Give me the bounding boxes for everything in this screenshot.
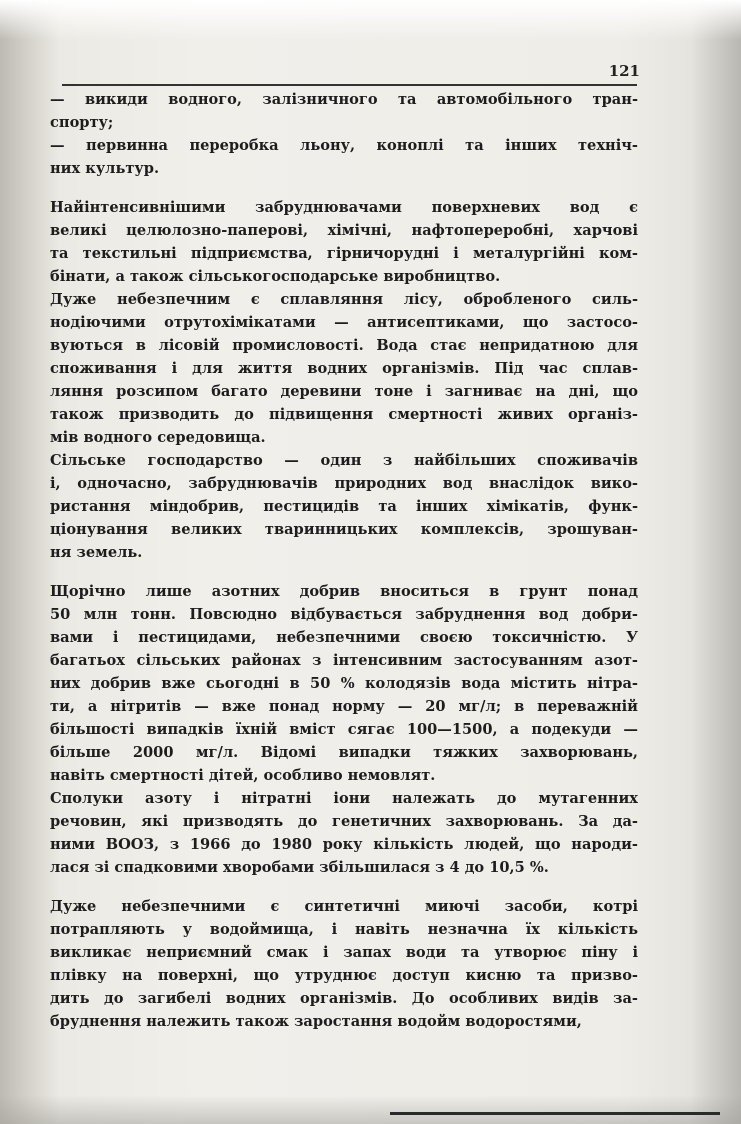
text-line: викликає неприємний смак і запах води та утворює піну і xyxy=(50,944,638,961)
paragraph-gap xyxy=(50,879,638,895)
bottom-rule xyxy=(390,1112,720,1115)
text-line: 50 млн тонн. Повсюдно відбувається забруднення вод добри- xyxy=(50,606,638,623)
paragraph-gap xyxy=(50,564,638,580)
text-line: ристання міндобрив, пестицидів та інших хімікатів, функ- xyxy=(50,498,638,515)
text-line: них культур. xyxy=(50,160,160,177)
text-line: також призводить до підвищення смертності живих організ- xyxy=(50,406,638,423)
text-line: і, одночасно, забруднювачів природних вод внаслідок вико- xyxy=(50,475,638,492)
text-line: них добрив вже сьогодні в 50 % колодязів вода містить нітра- xyxy=(50,675,638,692)
page-top-edge xyxy=(0,0,741,40)
paragraph xyxy=(50,580,638,787)
text-line: бруднення належить також заростання водойм водоростями, xyxy=(50,1013,582,1030)
paragraph xyxy=(50,88,638,134)
text-line: лася зі спадковими хворобами збільшилася з 4 до 10,5 %. xyxy=(50,859,549,876)
paragraph xyxy=(50,895,638,1033)
text-line: Найінтенсивнішими забруднювачами поверхневих вод є xyxy=(50,199,638,216)
paragraph xyxy=(50,449,638,564)
text-line: потрапляють у водоймища, і навіть незначна їх кількість xyxy=(50,921,638,938)
text-line: речовин, які призводять до генетичних захворювань. За да- xyxy=(50,813,638,830)
page-number: 121 xyxy=(608,62,640,80)
text-line: нодіючими отрутохімікатами — антисептиками, що застосо- xyxy=(50,314,638,331)
paragraph xyxy=(50,787,638,879)
text-line: більшості випадків їхній вміст сягає 100—1500, а подекуди — xyxy=(50,721,638,738)
text-line: мів водного середовища. xyxy=(50,429,266,446)
paragraph xyxy=(50,288,638,449)
text-line: навіть смертності дітей, особливо немовлят. xyxy=(50,767,436,784)
body-text xyxy=(50,88,638,1033)
text-line: ними ВООЗ, з 1966 до 1980 року кількість людей, що народи- xyxy=(50,836,638,853)
text-line: дить до загибелі водних організмів. До особливих видів за- xyxy=(50,990,638,1007)
page-bottom-shadow xyxy=(0,1095,741,1124)
text-line: плівку на поверхні, що утруднює доступ кисню та призво- xyxy=(50,967,638,984)
text-line: Щорічно лише азотних добрив вноситься в грунт понад xyxy=(50,583,638,600)
text-line: багатьох сільських районах з інтенсивним застосуванням азот- xyxy=(50,652,638,669)
text-line: ціонування великих тваринницьких комплексів, зрошуван- xyxy=(50,521,638,538)
text-line: спорту; xyxy=(50,114,114,131)
text-line: ти, а нітритів — вже понад норму — 20 мг/л; в переважній xyxy=(50,698,638,715)
text-line: великі целюлозно-паперові, хімічні, нафтопереробні, харчові xyxy=(50,222,638,239)
text-line: бінати, а також сільськогосподарське виробництво. xyxy=(50,268,501,285)
text-line: більше 2000 мг/л. Відомі випадки тяжких захворювань, xyxy=(50,744,638,761)
text-line: — викиди водного, залізничного та автомобільного тран- xyxy=(50,91,638,108)
text-line: Сполуки азоту і нітратні іони належать до мутагенних xyxy=(50,790,638,807)
text-line: Сільське господарство — один з найбільших споживачів xyxy=(50,452,638,469)
text-line: — первинна переробка льону, коноплі та інших техніч- xyxy=(50,137,638,154)
text-line: вами і пестицидами, небезпечними своєю токсичністю. У xyxy=(50,629,638,646)
text-line: та текстильні підприємства, гірничорудні і металургійні ком- xyxy=(50,245,638,262)
text-line: Дуже небезпечним є сплавляння лісу, обробленого силь- xyxy=(50,291,638,308)
text-line: Дуже небезпечними є синтетичні миючі засоби, котрі xyxy=(50,898,638,915)
text-line: споживання і для життя водних організмів. Під час сплав- xyxy=(50,360,638,377)
header-rule xyxy=(62,84,637,86)
paragraph-gap xyxy=(50,180,638,196)
text-line: вуються в лісовій промисловості. Вода стає непридатною для xyxy=(50,337,638,354)
paragraph xyxy=(50,134,638,180)
text-line: ляння розсипом багато деревини тоне і загниває на дні, що xyxy=(50,383,638,400)
paragraph xyxy=(50,196,638,288)
text-line: ня земель. xyxy=(50,544,143,561)
